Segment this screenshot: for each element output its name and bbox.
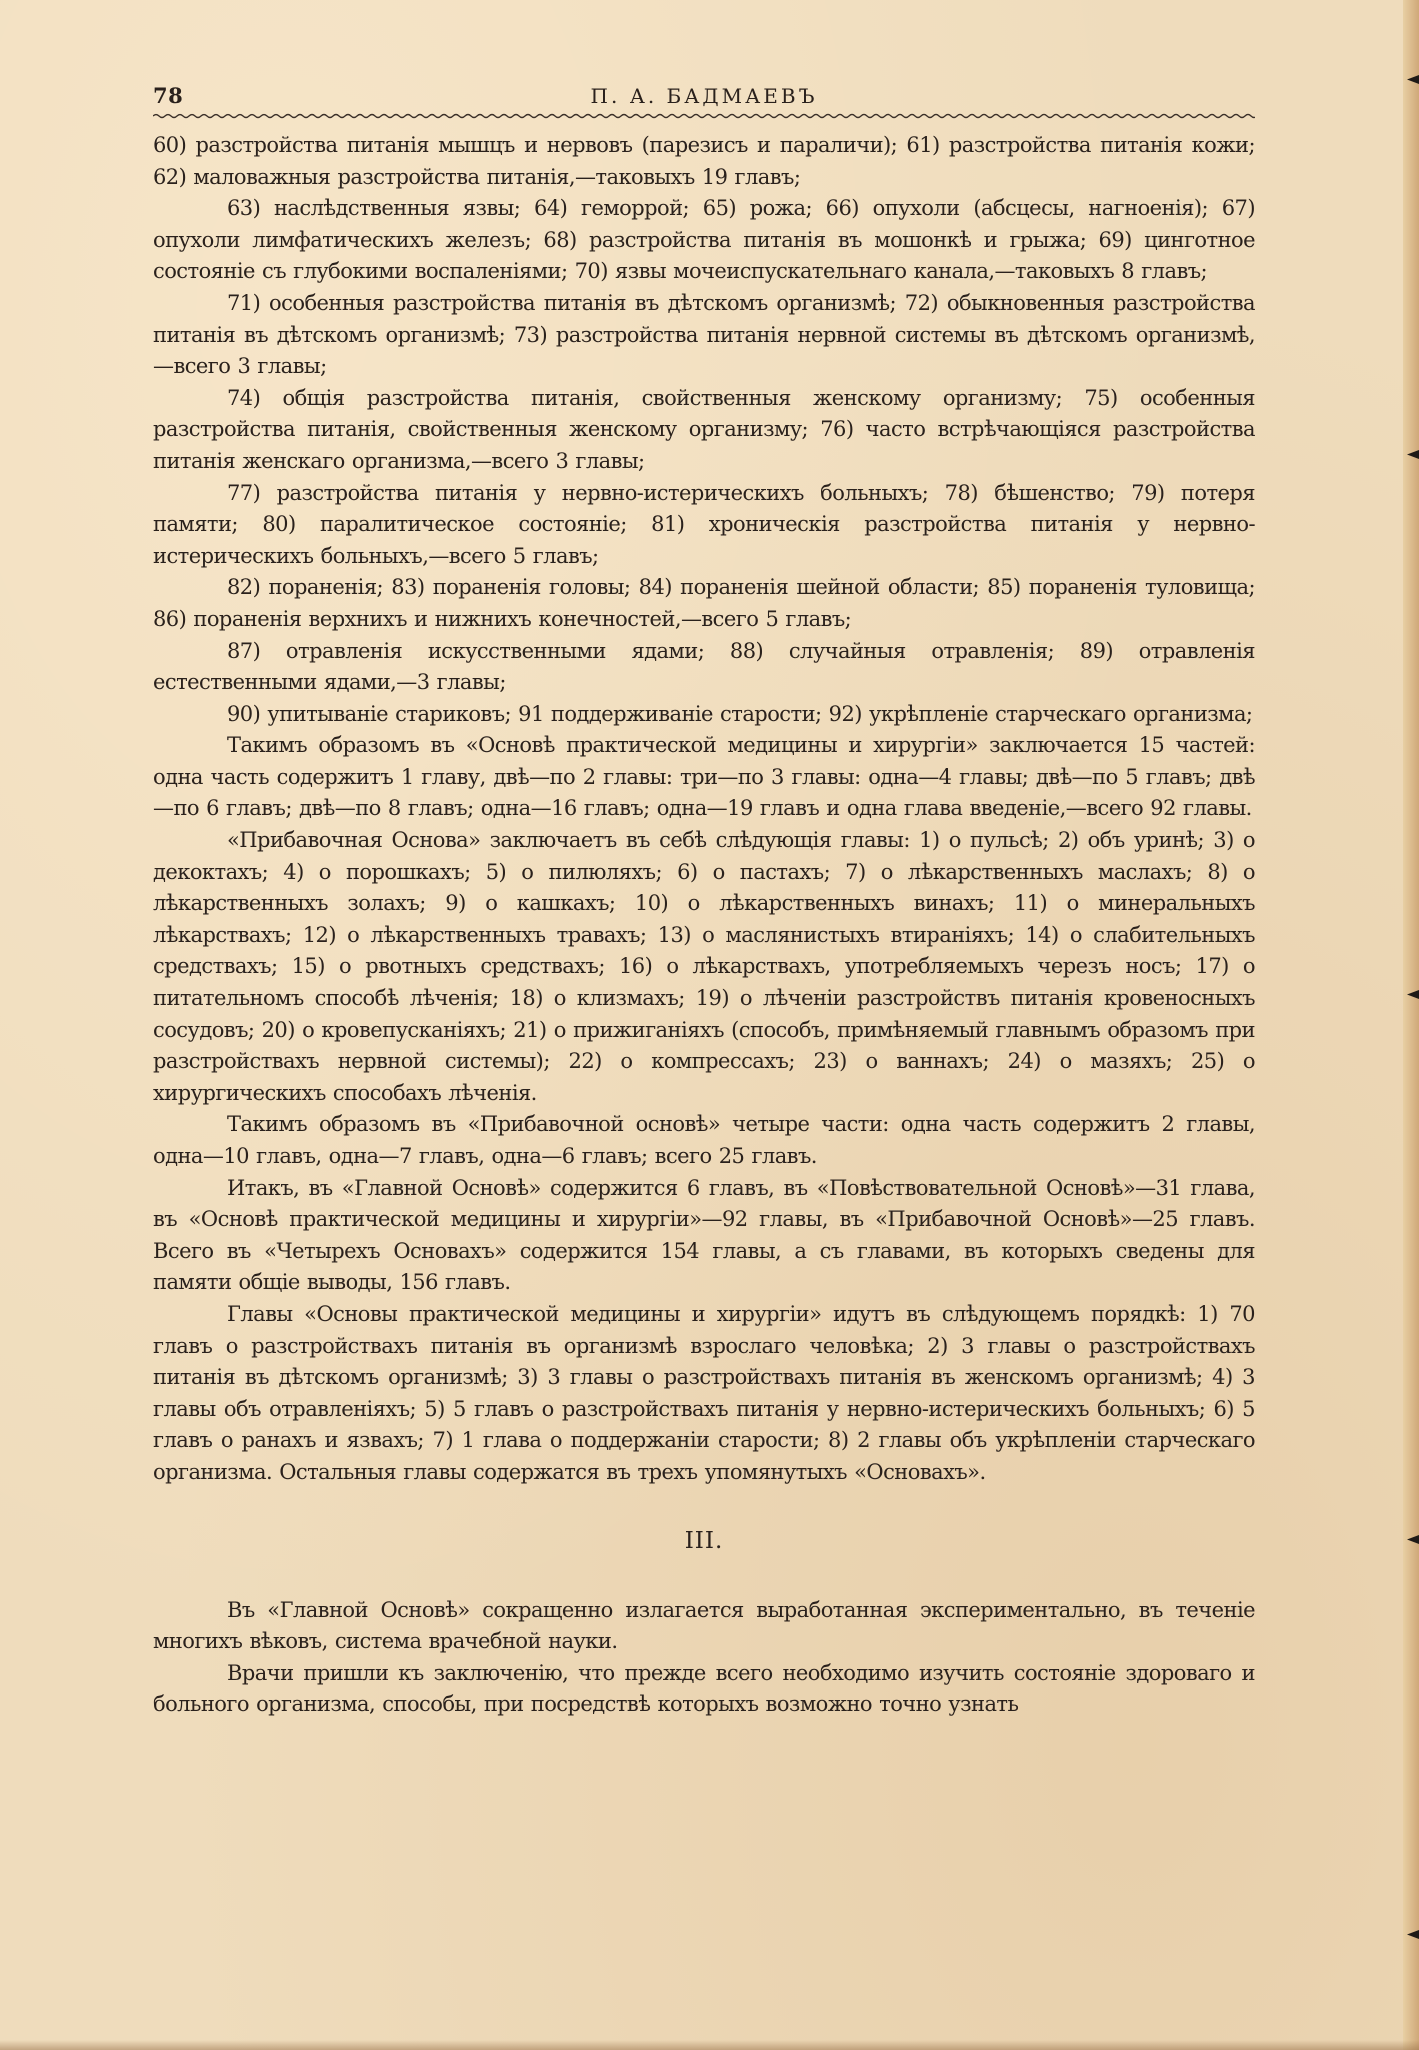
section-paragraph-2: Врачи пришли къ заключенію, что прежде всего необходимо изучить состояніе здороваго и больного организма, способы, при посредствѣ которыхъ возможно точно узнать bbox=[153, 1660, 1255, 1717]
section-paragraph-1: Въ «Главной Основѣ» сокращенно излагается выработанная экспериментально, въ теченіе многихъ вѣковъ, система врачебной науки. bbox=[153, 1597, 1255, 1654]
page-number: 78 bbox=[153, 83, 184, 108]
paragraph-3: 71) особенныя разстройства питанія въ дѣтскомъ организмѣ; 72) обыкновенныя разстройства питанія въ дѣтскомъ организмѣ; 73) разстройства питанія нервной системы въ дѣтскомъ организмѣ,—всего 3 главы; bbox=[153, 290, 1255, 379]
paragraph-1: 60) разстройства питанія мышцъ и нервовъ (парезисъ и параличи); 61) разстройства питанія кожи; 62) маловажныя разстройства питанія,—таковыхъ 19 главъ; bbox=[153, 133, 1255, 189]
page-bottom-shadow bbox=[0, 2040, 1419, 2050]
running-head: П. А. БАДМАЕВЪ bbox=[590, 84, 818, 108]
page-right-edge bbox=[1403, 0, 1419, 2050]
paragraph-5: 77) разстройства питанія у нервно-истерическихъ больныхъ; 78) бѣшенство; 79) потеря памяти; 80) паралитическое состояніе; 81) хроническія разстройства питанія у нервно-истерическихъ больныхъ,—всего 5 главъ; bbox=[153, 480, 1255, 568]
paragraph-10: «Прибавочная Основа» заключаетъ въ себѣ слѣдующія главы: 1) о пульсѣ; 2) объ уринѣ; 3) о декоктахъ; 4) о порошкахъ; 5) о пилюляхъ; 6) о пастахъ; 7) о лѣкарственныхъ маслахъ; 8) о лѣкарственныхъ золахъ; 9) о кашкахъ; 10) о лѣкарственныхъ винахъ; 11) о минеральныхъ лѣкарствахъ; 12) о лѣкарственныхъ травахъ; 13) о маслянистыхъ втираніяхъ; 14) о слабительныхъ средствахъ; 15) о рвотныхъ средствахъ; 16) о лѣкарствахъ, употребляемыхъ черезъ носъ; 17) о питательномъ способѣ лѣченія; 18) о клизмахъ; 19) о лѣченіи разстройствъ питанія кровеносныхъ сосудовъ; 20) о кровепусканіяхъ; 21) о прижиганіяхъ (способъ, примѣняемый главнымъ образомъ при разстройствахъ нервной системы); 22) о компрессахъ; 23) о ваннахъ; 24) о мазяхъ; 25) о хирургическихъ способахъ лѣченія. bbox=[153, 828, 1255, 1105]
paragraph-6: 82) пораненія; 83) пораненія головы; 84) пораненія шейной области; 85) пораненія туловища; 86) пораненія верхнихъ и нижнихъ конечностей,—всего 5 главъ; bbox=[153, 575, 1255, 631]
paragraph-9: Такимъ образомъ въ «Основѣ практической медицины и хирургіи» заключается 15 частей: одна часть содержитъ 1 главу, двѣ—по 2 главы: три—по 3 главы: одна—4 главы; двѣ—по 5 главъ; двѣ—по 6 главъ; двѣ—по 8 главъ; одна—16 главъ; одна—19 главъ и одна глава введеніе,—всего 92 главы. bbox=[153, 733, 1255, 821]
page-header bbox=[153, 82, 1255, 110]
paragraph-12: Итакъ, въ «Главной Основѣ» содержится 6 главъ, въ «Повѣствовательной Основѣ»—31 глава, въ «Основѣ практической медицины и хирургіи»—92 главы, въ «Прибавочной Основѣ»—25 главъ. Всего въ «Четырехъ Основахъ» содержится 154 главы, а съ главами, въ которыхъ сведены для памяти общіе выводы, 156 главъ. bbox=[153, 1175, 1255, 1295]
wavy-header-rule bbox=[153, 112, 1255, 120]
page-body bbox=[153, 130, 1255, 1721]
paragraph-8: 90) упитываніе стариковъ; 91 поддерживаніе старости; 92) укрѣпленіе старческаго организма; bbox=[227, 701, 1253, 726]
section-heading: III. bbox=[684, 1527, 724, 1554]
paragraph-13: Главы «Основы практической медицины и хирургіи» идутъ въ слѣдующемъ порядкѣ: 1) 70 главъ о разстройствахъ питанія въ организмѣ взрослаго человѣка; 2) 3 главы о разстройствахъ питанія въ дѣтскомъ организмѣ; 3) 3 главы о разстройствахъ питанія въ женскомъ организмѣ; 4) 3 главы объ отравленіяхъ; 5) 5 главъ о разстройствахъ питанія у нервно-истерическихъ больныхъ; 6) 5 главъ о ранахъ и язвахъ; 7) 1 глава о поддержаніи старости; 8) 2 главы объ укрѣпленіи старческаго организма. Остальныя главы содержатся въ трехъ упомянутыхъ «Основахъ». bbox=[153, 1301, 1255, 1484]
paragraph-11: Такимъ образомъ въ «Прибавочной основѣ» четыре части: одна часть содержитъ 2 главы, одна—10 главъ, одна—7 главъ, одна—6 главъ; всего 25 главъ. bbox=[153, 1112, 1255, 1168]
paragraph-2: 63) наслѣдственныя язвы; 64) геморрой; 65) рожа; 66) опухоли (абсцесы, нагноенія); 67) опухоли лимфатическихъ железъ; 68) разстройства питанія въ мошонкѣ и грыжа; 69) цинготное состояніе съ глубокими воспаленіями; 70) язвы мочеиспускательнаго канала,—таковыхъ 8 главъ; bbox=[153, 196, 1255, 284]
paragraph-4: 74) общія разстройства питанія, свойственныя женскому организму; 75) особенныя разстройства питанія, свойственныя женскому организму; 76) часто встрѣчающіяся разстройства питанія женскаго организма,—всего 3 главы; bbox=[153, 385, 1255, 473]
paragraph-7: 87) отравленія искусственными ядами; 88) случайныя отравленія; 89) отравленія естественными ядами,—3 главы; bbox=[153, 638, 1255, 695]
